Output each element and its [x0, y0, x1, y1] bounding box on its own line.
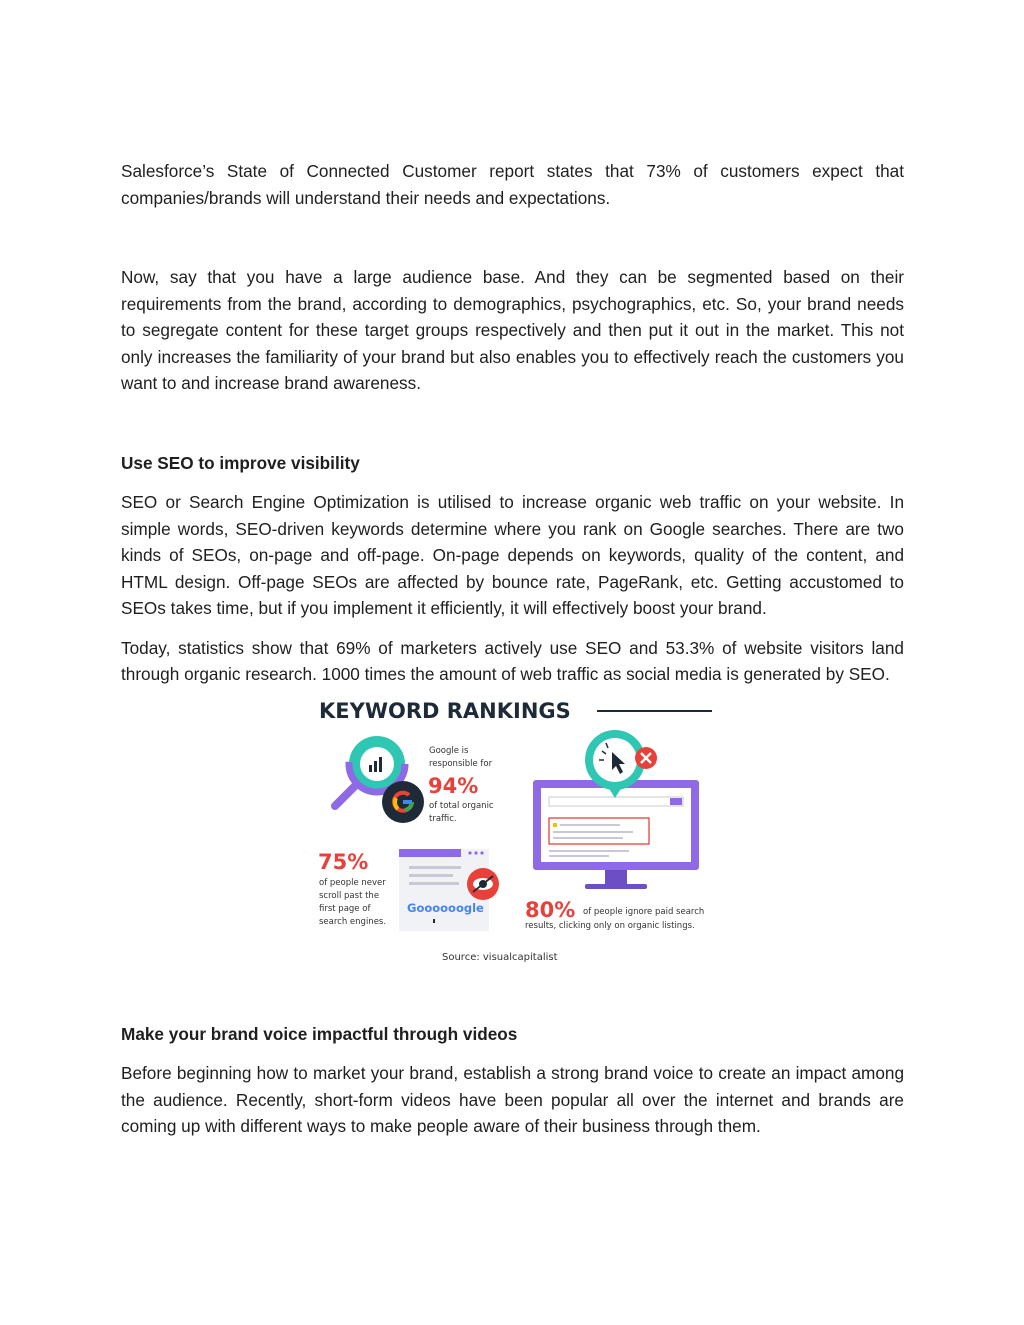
stat3-value: 80%: [525, 897, 576, 922]
heading-seo: Use SEO to improve visibility: [121, 452, 360, 473]
stat3-line1: of people ignore paid search: [583, 906, 705, 917]
hidden-eye-icon: [467, 868, 499, 900]
paragraph-audience: Now, say that you have a large audience base. And they can be segmented based on their requirements from the brand, according to demographics, psychographics, etc. So, your brand needs to segregate content for these target groups respectively and then put it out in the market. This not only increases the familiarity of your brand but also enables you to effectively reach the customers you want to and increase brand awareness.: [121, 267, 904, 393]
stat2-line1: of people never: [319, 877, 386, 888]
stat2-line3: first page of: [319, 903, 371, 914]
stat1-post-line2: traffic.: [429, 813, 457, 824]
stat2-value: 75%: [318, 849, 369, 874]
stat2-line4: search engines.: [319, 916, 387, 927]
source-caption: Source: visualcapitalist: [442, 951, 558, 963]
heading-brand-voice: Make your brand voice impactful through videos: [121, 1023, 518, 1044]
paragraph-brand-voice: Before beginning how to market your brand, establish a strong brand voice to create an impact among the audience. Recently, short-form videos have been popular all over the internet and brands are coming up with different ways to make people aware of their business through them.: [121, 1063, 904, 1136]
infographic-title: KEYWORD RANKINGS: [319, 698, 571, 723]
paragraph-seo: SEO or Search Engine Optimization is utilised to increase organic web traffic on your website. In simple words, SEO-driven keywords determine where you rank on Google searches. There are two kinds of SEOs, on-page and off-page. On-page depends on keywords, quality of the content, and HTML design. Off-page SEOs are affected by bounce rate, PageRank, etc. Getting accustomed to SEOs takes time, but if you implement it efficiently, it will effectively boost your brand.: [121, 492, 904, 618]
close-icon: [635, 747, 657, 769]
google-logo-icon: [382, 781, 424, 823]
paragraph-statistics: Today, statistics show that 69% of marketers actively use SEO and 53.3% of website visitors land through organic research. 1000 times the amount of web traffic as social media is generated by SEO.: [121, 637, 904, 684]
stat3-line2: results, clicking only on organic listings.: [525, 920, 695, 931]
document-page: [121, 158, 904, 1140]
paragraph-salesforce: Salesforce’s State of Connected Customer report states that 73% of customers expect that companies/brands will understand their needs and expectations.: [121, 161, 904, 208]
stat1-value: 94%: [428, 773, 479, 798]
keyword-rankings-infographic: [315, 694, 715, 974]
stat1-pre-line1: Google is: [429, 745, 469, 756]
google-word: Goooooogle: [407, 900, 484, 915]
stat1-pre-line2: responsible for: [429, 758, 493, 769]
stat2-line2: scroll past the: [319, 890, 380, 901]
stat1-post-line1: of total organic: [429, 800, 494, 811]
